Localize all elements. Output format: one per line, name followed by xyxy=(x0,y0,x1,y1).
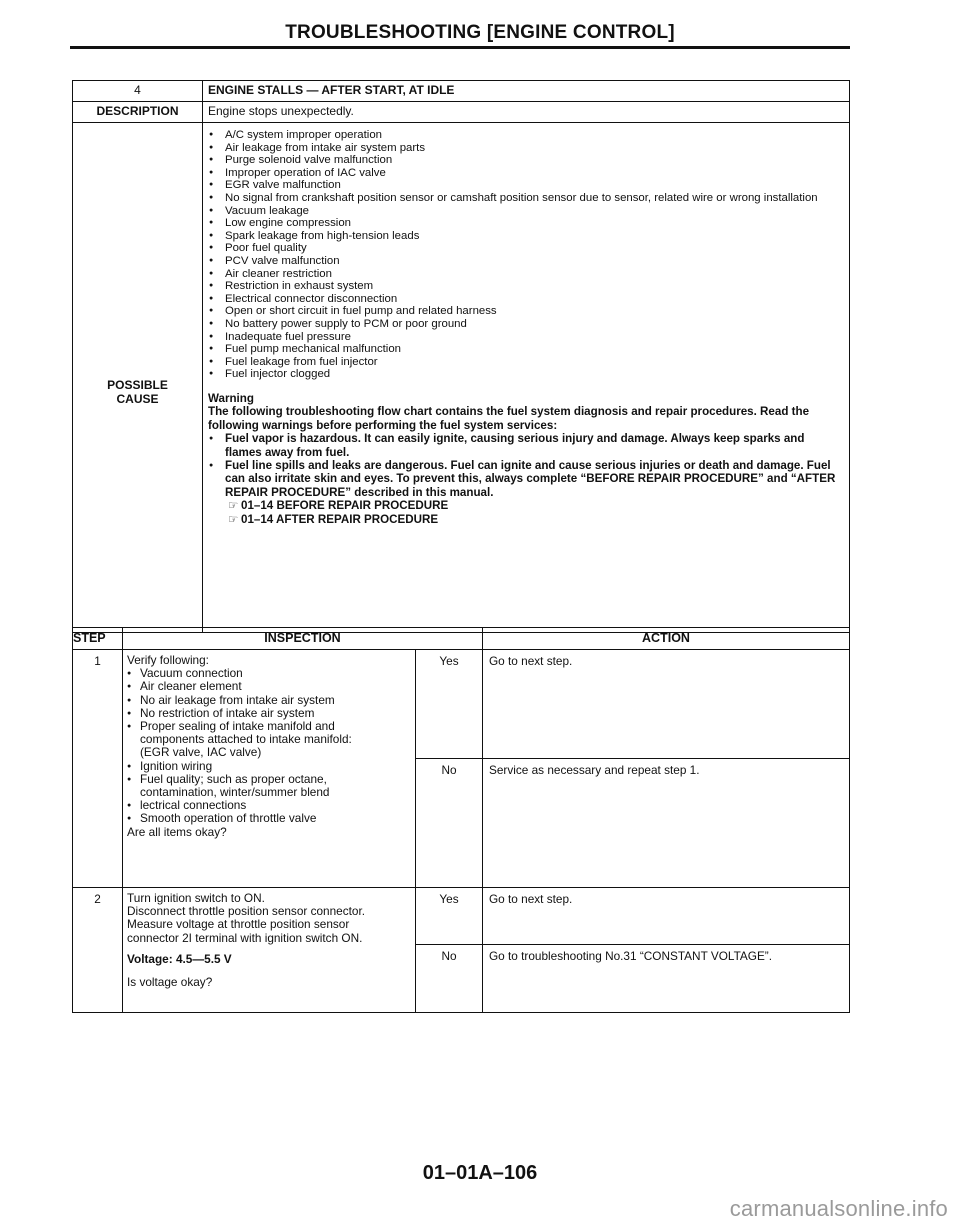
cause-item: ● Electrical connector disconnection xyxy=(208,293,849,306)
answer-label: No xyxy=(416,945,483,1012)
checklist-item-continuation: (EGR valve, IAC valve) xyxy=(140,745,262,760)
step-number: 2 xyxy=(73,888,123,1012)
answer-label: Yes xyxy=(416,650,483,758)
cause-item: ● Fuel leakage from fuel injector xyxy=(208,356,849,369)
column-header-inspection: INSPECTION xyxy=(123,628,483,649)
cause-item: ● Low engine compression xyxy=(208,217,849,230)
cause-item: ● Open or short circuit in fuel pump and related harness xyxy=(208,305,849,318)
cause-item: ● Poor fuel quality xyxy=(208,242,849,255)
answer-row-no xyxy=(416,945,849,1012)
symptom-number: 4 xyxy=(73,81,203,101)
cause-item: ● Air cleaner restriction xyxy=(208,268,849,281)
answer-label: No xyxy=(416,759,483,887)
header-rule xyxy=(70,46,850,49)
reference-after-repair[interactable] xyxy=(228,513,843,526)
inspection-line: Turn ignition switch to ON. xyxy=(127,891,265,905)
description-text: Engine stops unexpectedly. xyxy=(208,104,354,118)
warning-heading: Warning xyxy=(208,391,254,405)
checklist-item-continuation: contamination, winter/summer blend xyxy=(140,785,330,800)
answer-action: Go to next step. xyxy=(489,892,573,906)
cause-item: ● Fuel pump mechanical malfunction xyxy=(208,343,849,356)
step-row xyxy=(73,888,849,1012)
cause-list xyxy=(208,129,849,381)
cause-item: ● No signal from crankshaft position sensor or camshaft position sensor due to sensor, related wire or wrong installation xyxy=(208,192,849,205)
page-number: 01–01A–106 xyxy=(422,1162,538,1184)
possible-cause-label: POSSIBLE CAUSE xyxy=(107,377,168,406)
inspection-line: Measure voltage at throttle position sensor xyxy=(127,917,350,932)
step-inspection xyxy=(123,650,416,887)
reference-arrow-icon: ☞ xyxy=(228,499,239,513)
voltage-spec: Voltage: 4.5—5.5 V xyxy=(127,951,232,966)
step-answers xyxy=(416,888,849,1012)
column-header-step: STEP xyxy=(73,628,123,649)
checklist-item: ● Ignition wiring xyxy=(127,760,415,773)
checklist-item: ● No air leakage from intake air system xyxy=(127,694,415,707)
inspection-line: Disconnect throttle position sensor connector. xyxy=(127,904,366,919)
cause-item: ● PCV valve malfunction xyxy=(208,255,849,268)
answer-row-yes xyxy=(416,650,849,759)
reference-text: 01–14 AFTER REPAIR PROCEDURE xyxy=(241,512,439,526)
cause-item: ● EGR valve malfunction xyxy=(208,179,849,192)
step-inspection xyxy=(123,888,416,1012)
inspection-line: connector 2I terminal with ignition switch ON. xyxy=(127,930,363,945)
inspection-question: Are all items okay? xyxy=(127,824,227,839)
checklist-item-continuation: components attached to intake manifold: xyxy=(140,732,352,747)
cause-item: ● Fuel injector clogged xyxy=(208,368,849,381)
description-label: DESCRIPTION xyxy=(73,102,203,122)
reference-arrow-icon: ☞ xyxy=(228,512,239,526)
reference-before-repair[interactable] xyxy=(228,499,843,512)
checklist-item: ● Vacuum connection xyxy=(127,667,415,680)
inspection-checklist xyxy=(127,667,415,825)
symptom-row xyxy=(73,81,849,102)
symptom-title: ENGINE STALLS — AFTER START, AT IDLE xyxy=(208,83,455,97)
checklist-item: ● No restriction of intake air system xyxy=(127,707,415,720)
page-title: TROUBLESHOOTING [ENGINE CONTROL] xyxy=(285,22,675,43)
cause-item: ● Improper operation of IAC valve xyxy=(208,167,849,180)
checklist-item: ● lectrical connections xyxy=(127,799,415,812)
checklist-item: ● Air cleaner element xyxy=(127,680,415,693)
checklist-item: ● Fuel quality; such as proper octane, xyxy=(127,773,415,786)
column-header-action: ACTION xyxy=(642,631,690,645)
cause-item: ● Spark leakage from high-tension leads xyxy=(208,230,849,243)
diagnostic-steps-table xyxy=(72,627,850,1013)
description-row xyxy=(73,102,849,123)
checklist-item: ● Proper sealing of intake manifold and xyxy=(127,720,415,733)
column-header-row xyxy=(73,627,849,650)
cause-item: ● No battery power supply to PCM or poor ground xyxy=(208,318,849,331)
possible-cause-content xyxy=(203,123,849,632)
warning-intro: The following troubleshooting flow chart contains the fuel system diagnosis and repair procedures. Read the following warnings before performing the fuel system services: xyxy=(208,405,810,432)
cause-item: ● Restriction in exhaust system xyxy=(208,280,849,293)
step-answers xyxy=(416,650,849,887)
answer-action: Go to next step. xyxy=(489,654,573,668)
cause-item: ● A/C system improper operation xyxy=(208,129,849,142)
inspection-question: Is voltage okay? xyxy=(127,975,213,990)
warning-item: ● Fuel line spills and leaks are dangerous. Fuel can ignite and cause serious injuries or death and damage. Fuel can also irritate skin and eyes. To prevent this, always complete “BEFORE REPAIR PROCEDURE” and “AFTER REPAIR PROCEDURE” described in this manual. xyxy=(208,459,843,499)
cause-item: ● Vacuum leakage xyxy=(208,205,849,218)
cause-item: ● Inadequate fuel pressure xyxy=(208,331,849,344)
step-row xyxy=(73,650,849,888)
answer-label: Yes xyxy=(416,888,483,944)
answer-action: Service as necessary and repeat step 1. xyxy=(489,763,700,777)
inspection-intro: Verify following: xyxy=(127,653,209,667)
answer-action: Go to troubleshooting No.31 “CONSTANT VOLTAGE”. xyxy=(489,949,773,963)
cause-item: ● Air leakage from intake air system parts xyxy=(208,142,849,155)
step-number: 1 xyxy=(73,650,123,887)
checklist-item: ● Smooth operation of throttle valve xyxy=(127,812,415,825)
reference-links xyxy=(228,499,843,526)
cause-item: ● Purge solenoid valve malfunction xyxy=(208,154,849,167)
watermark: carmanualsonline.info xyxy=(729,1196,948,1221)
warning-item: ● Fuel vapor is hazardous. It can easily ignite, causing serious injury and damage. Always keep sparks and flames away from fuel. xyxy=(208,432,843,459)
reference-text: 01–14 BEFORE REPAIR PROCEDURE xyxy=(241,499,449,513)
warning-block xyxy=(208,392,849,526)
possible-cause-cell xyxy=(73,123,203,632)
symptom-summary-table xyxy=(72,80,850,633)
possible-cause-row xyxy=(73,123,849,632)
warning-list xyxy=(208,432,843,499)
answer-row-no xyxy=(416,759,849,887)
answer-row-yes xyxy=(416,888,849,945)
